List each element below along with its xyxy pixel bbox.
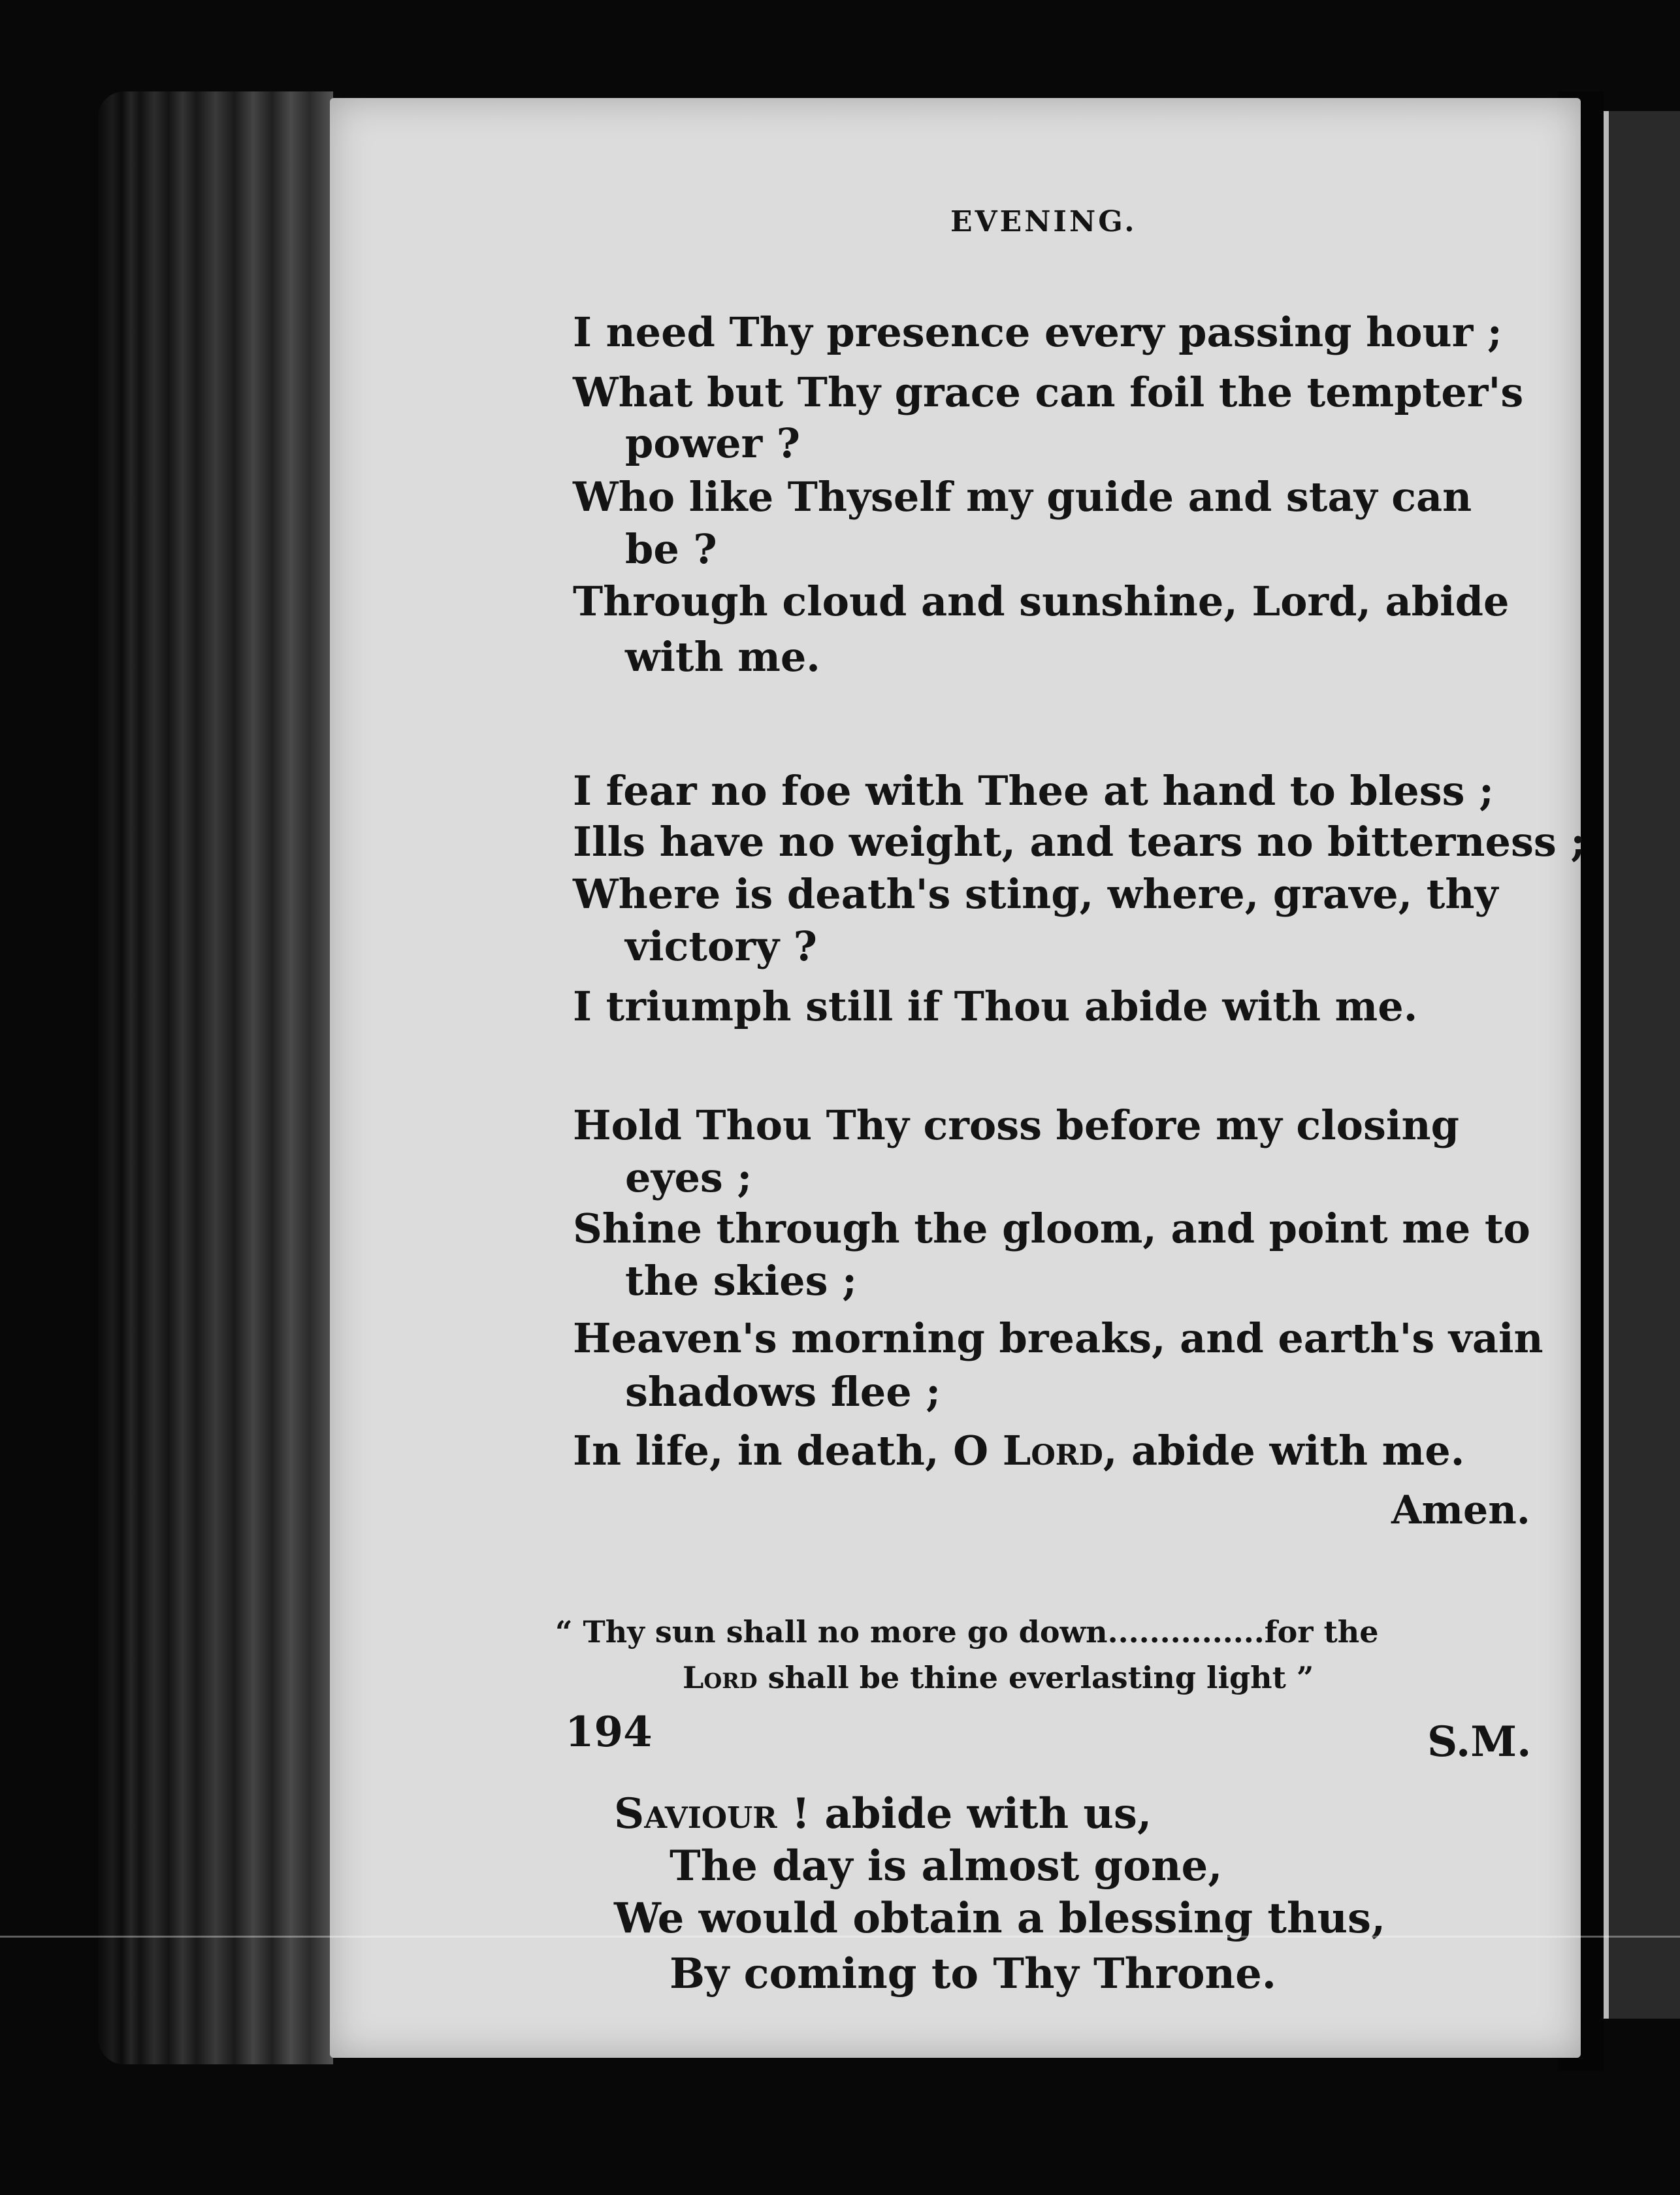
- verse-line: What but Thy grace can foil the tempter's: [573, 368, 1524, 416]
- hymn-meter: S.M.: [1427, 1717, 1532, 1766]
- verse-line: I need Thy presence every passing hour ;: [573, 308, 1502, 356]
- verse-line: Where is death's sting, where, grave, thy: [573, 870, 1498, 918]
- verse-line: Shine through the gloom, and point me to: [573, 1205, 1530, 1252]
- verse-text: In life, in death, O: [573, 1427, 1003, 1474]
- verse-continuation: be ?: [625, 525, 717, 573]
- lord-small-caps: Lord: [683, 1660, 758, 1695]
- verse-line: I triumph still if Thou abide with me.: [573, 983, 1418, 1030]
- scan-artifact-line: [0, 1936, 1680, 1938]
- first-word-small-caps: Saviour: [614, 1789, 777, 1838]
- hymn-first-line: [614, 1789, 1152, 1838]
- hymn-number: 194: [565, 1708, 653, 1757]
- lord-small-caps: Lord: [1002, 1427, 1103, 1474]
- verse-continuation: eyes ;: [625, 1154, 752, 1201]
- verse-line: Heaven's morning breaks, and earth's vain: [573, 1314, 1543, 1362]
- verse-line: Who like Thyself my guide and stay can: [573, 473, 1472, 521]
- hymn-line: The day is almost gone,: [670, 1842, 1223, 1891]
- book-page-edges: [98, 91, 333, 2064]
- hymn-line: We would obtain a blessing thus,: [614, 1894, 1386, 1943]
- epigraph-text: shall be thine everlasting light ”: [757, 1660, 1314, 1695]
- verse-line-final: [573, 1427, 1465, 1474]
- verse-line: Through cloud and sunshine, Lord, abide: [573, 577, 1510, 625]
- verse-line: I fear no foe with Thee at hand to bless ;: [573, 767, 1494, 815]
- amen: Amen.: [1391, 1488, 1530, 1533]
- hymn-text: ! abide with us,: [777, 1789, 1152, 1838]
- hymn-line: By coming to Thy Throne.: [670, 1949, 1277, 1998]
- verse-continuation: shadows flee ;: [625, 1368, 941, 1416]
- next-page-sliver: [1604, 111, 1680, 2019]
- epigraph-line: “ Thy sun shall no more go down...............for the: [555, 1614, 1379, 1650]
- epigraph-line: [683, 1660, 1314, 1695]
- verse-continuation: with me.: [625, 633, 820, 681]
- verse-line: Ills have no weight, and tears no bitterness ;: [573, 818, 1586, 866]
- verse-continuation: victory ?: [625, 922, 817, 970]
- verse-continuation: power ?: [625, 419, 801, 467]
- verse-text: , abide with me.: [1103, 1427, 1465, 1474]
- verse-continuation: the skies ;: [625, 1257, 857, 1305]
- verse-line: Hold Thou Thy cross before my closing: [573, 1101, 1459, 1149]
- running-head: EVENING.: [950, 205, 1137, 238]
